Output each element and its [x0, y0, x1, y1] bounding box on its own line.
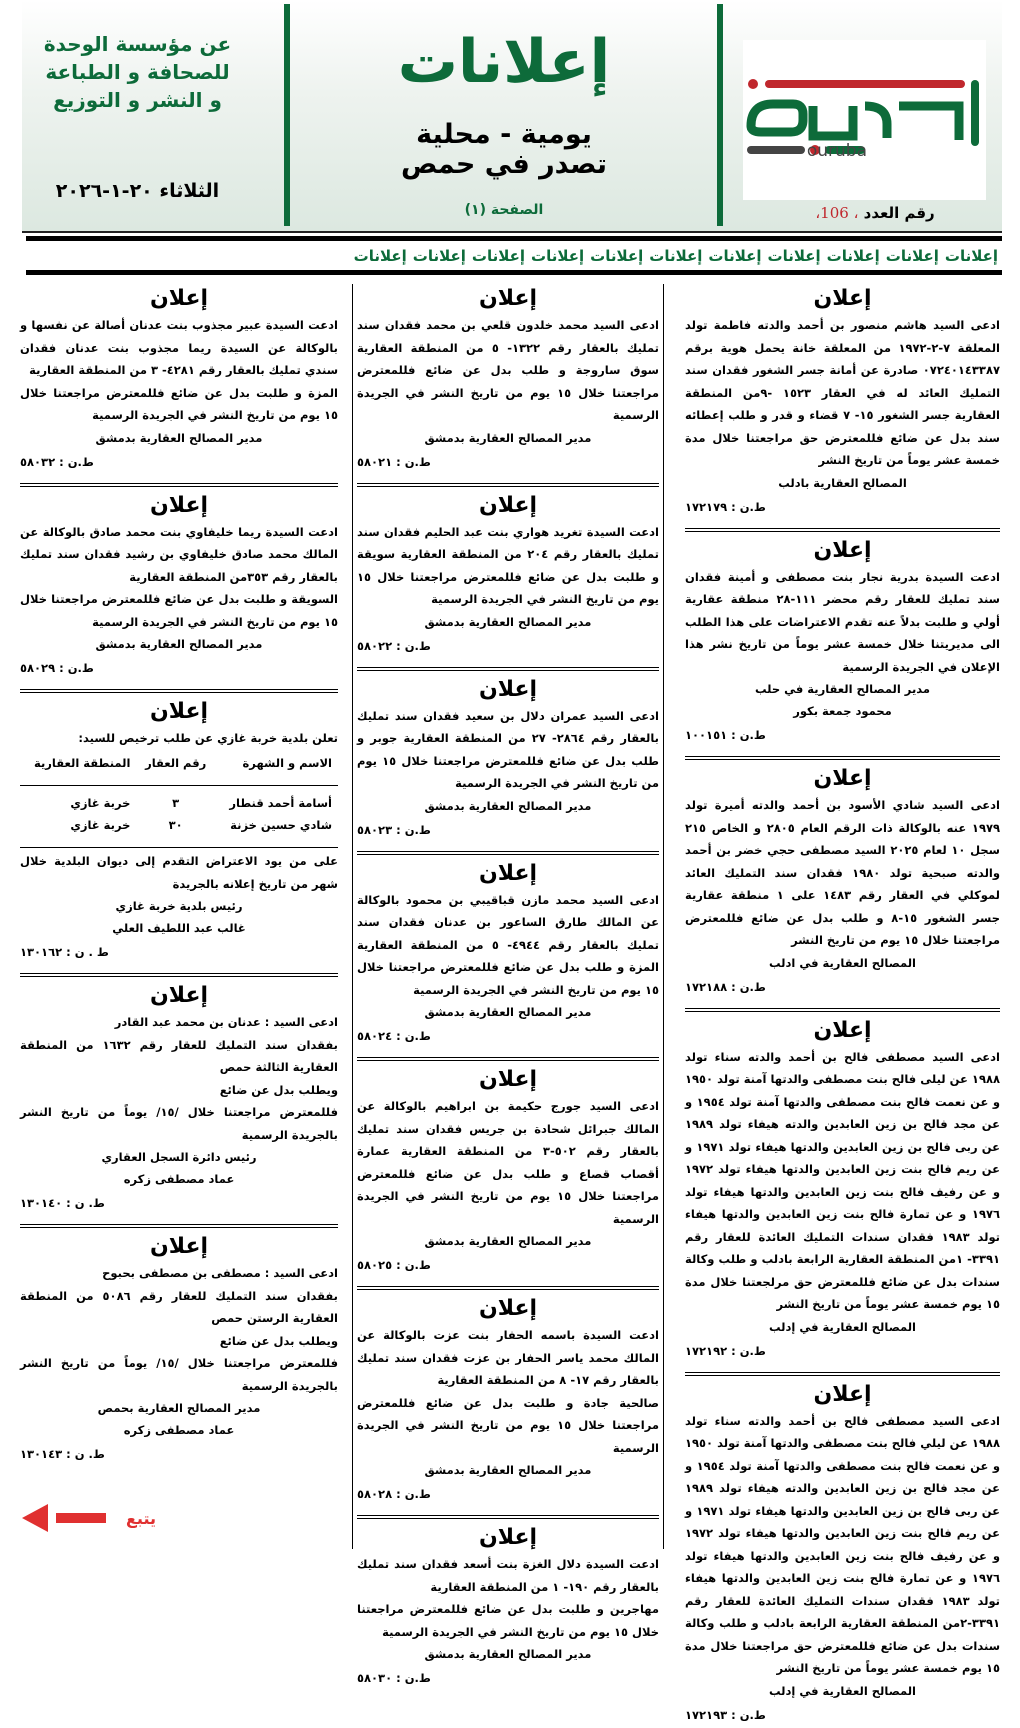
ad-separator: [685, 1008, 1000, 1012]
announcement-body: ادعى السيد هاشم منصور بن أحمد والدته فاطمة تولد المعلقة ٧-٢-١٩٧٢ من المعلقة خانة يحمل هوية برقم ٠٧٢٤٠١٤٣٣٨٧ صادرة عن أمانة جسر الشغور فقدان سند التمليك العائد له في العقار ١٥٢٣ -٩من المنطقة العقارية جسر الشغور ١٥- ٧ قضاء و قدر و طلب إعطائه سند بدل عن ضائع فللمعترض حق مراجعتنا خلال مدة خمسة عشر يوماً من تاريخ النشر: [685, 318, 1001, 467]
issue-label: رقم العدد: [863, 204, 935, 222]
ad-separator: [685, 756, 1000, 760]
issue-date: الثلاثاء ٢٠-١-٢٠٢٦: [55, 180, 220, 202]
announcement-signature: المصالح العقارية في ادلب: [769, 955, 916, 970]
publisher-line: للصحافة و الطباعة: [45, 60, 230, 84]
table-header-row: [20, 752, 338, 774]
announcement-body: ادعت السيدة تغريد هواري بنت عبد الحليم فقدان سند تمليك بالعقار رقم ٢٠٤ من المنطقة العقارية سويقة و طلبت بدل عن ضائع فللمعترض مراجعتنا خلال ١٥ يوم من تاريخ النشر في الجريدة الرسمية: [357, 524, 659, 606]
header-divider: [717, 4, 723, 226]
ads-banner: [26, 241, 1002, 270]
announcement: [20, 697, 338, 965]
column-left: [20, 284, 338, 1549]
banner-word: إعلانات: [708, 246, 762, 265]
table-cell: شادي حسين خزنة: [230, 817, 332, 832]
announcement-intro: تعلن بلدية خربة غازي عن طلب ترخيص للسيد:: [78, 731, 338, 745]
announcement-body: ادعى السيد شادي الأسود بن أحمد والدته أميرة تولد ١٩٧٩ عنه بالوكالة ذات الرقم العام ٢٨٠٥ و الخاص ٢١٥ سجل ١٠ لعام ٢٠٢٥ السيد مصطفى حجي خضر بن أحمد والدته صبحية تولد ١٩٨٠ فقدان سند التمليك العائد لموكلي في العقار رقم ١٤٨٣ على ١ منطقة عقارية جسر الشغور ١٥-٨ و طلب بدل عن ضائع فللمعترض مراجعتنا خلال ١٥ يوم من تاريخ النشر: [685, 798, 1001, 947]
table-rule: [20, 774, 338, 786]
ad-separator: [20, 483, 338, 487]
banner-word: إعلانات: [590, 246, 644, 265]
announcement: [357, 1294, 659, 1507]
announcement-ref-number: ط.ن : ١٠٠١٥١: [685, 728, 766, 742]
announcement-body: المزة و طلبت بدل عن ضائع فللمعترض مراجعتنا خلال ١٥ يوم من تاريخ النشر في الجريدة الرسمية: [20, 385, 338, 422]
announcement: [20, 981, 338, 1216]
table-cell: ٣٠: [168, 817, 183, 832]
newspaper-logo: [743, 40, 986, 200]
announcement: [685, 284, 1000, 520]
announcement-title: إعلان: [149, 699, 209, 724]
announcement-title: إعلان: [149, 983, 209, 1008]
announcement-title: إعلان: [149, 492, 209, 518]
announcement-body: بفقدان سند التمليك للعقار رقم ٥٠٨٦ من المنطقة العقارية الرستن حمص: [20, 1288, 339, 1325]
left-arrow-icon: [22, 1504, 48, 1532]
ad-separator: [357, 483, 659, 487]
announcement-ref-number: ط.ن : ٥٨٠٢٥: [357, 1258, 431, 1272]
announcement-body: ادعت السيدة بدرية نجار بنت مصطفى و أمينة فقدان سند تمليك للعقار رقم محضر ١١١-٢٨ منطقة عقارية أولي و طلبت بدلاً عنه تقدم الاعتراضات على هذا الطلب الى مديريتنا خلال خمسة عشر يوماً من تاريخ نشر هذا الإعلان في الجريدة الرسمية: [685, 569, 1000, 674]
table-cell: ٣: [172, 795, 180, 810]
arrow-shaft: [56, 1513, 106, 1523]
banner-word: إعلانات: [885, 246, 939, 265]
announcement-ref-number: ط. ن : ١٣٠١٤٣: [20, 1447, 105, 1461]
announcement-ref-number: ط.ن : ٥٨٠٢١: [357, 454, 431, 469]
announcement-ref-number: ط.ن : ١٧٢١٨٨: [685, 979, 766, 994]
announcement-signature: رئيس دائرة السجل العقاري: [101, 1150, 257, 1164]
table-header-cell: الاسم و الشهرة: [242, 755, 332, 770]
announcement-body: ويطلب بدل عن ضائع: [219, 1333, 338, 1348]
announcement: [357, 1065, 659, 1278]
continued-label: يتبع: [126, 1508, 156, 1528]
announcement-signature: مدير المصالح العقارية بدمشق: [424, 798, 592, 813]
announcement-title: إعلان: [478, 1525, 538, 1550]
announcement-title: إعلان: [478, 286, 538, 311]
announcement-title: إعلان: [478, 860, 538, 886]
announcement-title: إعلان: [813, 1017, 872, 1043]
publisher-line: عن مؤسسة الوحدة: [43, 32, 232, 56]
announcement-ref-number: ط.ن : ١٧٢١٧٩: [685, 499, 766, 514]
table-row: [20, 792, 338, 814]
announcement-title: إعلان: [478, 676, 538, 702]
announcement-signature: مدير المصالح العقارية بدمشق: [95, 430, 263, 445]
table-row: [20, 814, 338, 836]
announcement-body: مهاجرين و طلبت بدل عن ضائع فللمعترض مراجعتنا خلال ١٥ يوم من تاريخ النشر في الجريدة الرسمية: [357, 1602, 659, 1639]
publisher-info: [30, 30, 245, 114]
announcement-body: السويقة و طلبت بدل عن ضائع فللمعترض مراجعتنا خلال ١٥ يوم من تاريخ النشر في الجريدة الرسمية: [20, 592, 338, 629]
banner-word: إعلانات: [353, 246, 407, 265]
announcement-body: ادعى السيد مصطفى فالح بن أحمد والدته سناء تولد ١٩٨٨ عن ليلى فالح بنت مصطفى والدتها آمنة تولد ١٩٥٠ و عن نعمت فالح بنت مصطفى والدتها آمنة تولد ١٩٥٤ و عن مجد فالح بن زين العابدين والدته هيفاء تولد ١٩٨٩ عن ربى فالح بن زين العابدين والدتها هيفاء تولد ١٩٧١ و عن ريم فالح بنت زين العابدين والدتها هيفاء تولد ١٩٧٢ و عن رفيف فالح بنت زين العابدين والدتها هيفاء تولد ١٩٧٦ و عن تمارة فالح بنت زين العابدين والدتها هيفاء تولد ١٩٨٣ فقدان سندات التمليك العائدة للعقار رقم ٣٣٩١- ١من المنطقة العقارية الرابعة بادلب و طلب وكالة سندات بدل عن ضائع فللمعترض حق مرلجعتنا خلال مدة ١٥ يوم خمسة عشر يوماً من تاريخ النشر: [685, 1049, 1001, 1311]
banner-word: إعلانات: [531, 246, 585, 265]
logo-latin-text: ouruba: [806, 141, 867, 161]
announcement: [685, 1016, 1000, 1364]
page-title: إعلانات: [397, 27, 611, 97]
announcement-signature: عماد مصطفى زكره: [123, 1172, 235, 1186]
continued-indicator[interactable]: [22, 1504, 156, 1532]
announcement: [357, 859, 659, 1050]
page-number: الصفحة (١): [464, 202, 544, 218]
announcement-signature: المصالح العقارية في إدلب: [769, 1683, 916, 1698]
announcement-body: صالحية جادة و طلبت بدل عن ضائع فللمعترض مراجعتنا خلال ١٥ يوم من تاريخ النشر في الجريدة الرسمية: [357, 1395, 659, 1455]
announcement-body: ادعت السيدة عبير مجذوب بنت عدنان أصالة عن نفسها و بالوكالة عن السيدة ريما مجذوب بنت عدنان فقدان سندي تمليك بالعقار رقم ٤٢٨١- ٣ من المنطقة العقارية: [20, 318, 338, 377]
announcement-signature: غالب عبد اللطيف العلي: [112, 921, 246, 935]
announcement-title: إعلان: [149, 286, 209, 311]
banner-word: إعلانات: [412, 246, 466, 265]
banner-bottom-rule: [26, 270, 1002, 275]
ad-separator: [357, 851, 659, 855]
announcement-signature: محمود جمعة بكور: [793, 704, 892, 718]
banner-word: إعلانات: [649, 246, 703, 265]
announcement-ref-number: ط.ن : ٥٨٠٢٣: [357, 822, 431, 837]
ad-separator: [357, 1286, 659, 1290]
announcement-ref-number: ط.ن : ٥٨٠٢٤: [357, 1029, 431, 1043]
table-cell: خربة غازي: [70, 817, 131, 832]
announcement-body: على من يود الاعتراض التقدم إلى ديوان البلدية خلال شهر من تاريخ إعلانه بالجريدة: [20, 854, 338, 891]
announcement-body: ويطلب بدل عن ضائع: [219, 1082, 338, 1097]
masthead-rule: [22, 231, 1002, 233]
announcement-signature: مدير المصالح العقارية بدمشق: [424, 1463, 592, 1477]
ad-separator: [685, 1372, 1000, 1376]
announcement-signature: عماد مصطفى زكره: [123, 1423, 235, 1437]
banner-word: إعلانات: [826, 246, 880, 265]
announcement-body: ادعت السيدة ريما خليفاوي بنت محمد صادق بالوكالة عن المالك محمد صادق خليفاوي بن رشيد فقدان سند تمليك بالعقار رقم ٣٥٣من المنطقة العقارية: [20, 524, 338, 584]
announcement-signature: رئيس بلدية خربة غازي: [115, 899, 243, 913]
announcement-signature: مدير المصالح العقارية في حلب: [754, 682, 931, 696]
issue-number: [760, 204, 990, 222]
banner-word: إعلانات: [767, 246, 821, 265]
table-rule: [20, 836, 338, 848]
announcement-title: إعلان: [478, 492, 538, 518]
ad-separator: [357, 1515, 659, 1519]
announcement-ref-number: ط.ن : ٥٨٠٣٢: [20, 454, 94, 469]
announcement-title: إعلان: [478, 1067, 538, 1092]
subtitle-location: تصدر في حمص: [400, 149, 608, 180]
announcement-body: فللمعترض مراجعتنا خلال /١٥/ يوماً من تاريخ النشر بالجريدة الرسمية: [20, 1105, 338, 1142]
announcement-ref-number: ط. ن : ١٣٠١٤٠: [20, 1196, 105, 1210]
announcement-body: ادعى السيد مصطفى فالح بن أحمد والدته سناء تولد ١٩٨٨ عن ليلي فالح بنت مصطفى والدتها آمنة تولد ١٩٥٠ و عن نعمت فالح بنت مصطفى والدتها آمنة تولد ١٩٥٤ و عن مجد فالح بن زين العابدين والدته هيفاء تولد ١٩٨٩ عن ربى فالح بن زين العابدين والدتها هيفاء تولد ١٩٧١ و عن ريم فالح بنت زين العابدين والدتها هيفاء تولد ١٩٧٢ و عن رفيف فالح بنت زين العابدين والدتها هيفاء تولد ١٩٧٦ و عن تمارة فالح بنت زين العابدين والدتها هيفاء تولد ١٩٨٣ فقدان سندات التمليك العائدة للعقار رقم ٣٣٩١-٢من المنطقة العقارية الرابعة بادلب و طلب وكالة سندات بدل عن ضائع فللمعترض حق مراجعتنا خلال مدة ١٥ يوم خمسة عشر يوماً من تاريخ النشر: [685, 1413, 1001, 1675]
announcement: [357, 1523, 659, 1691]
announcement-signature: مدير المصالح العقارية بدمشق: [424, 1234, 592, 1248]
ad-separator: [20, 1224, 338, 1228]
logo-icon: [743, 40, 986, 200]
announcement-ref-number: ط.ن : ١٧٢١٩٢: [685, 1343, 766, 1358]
ad-separator: [685, 528, 1000, 532]
ad-separator: [357, 1057, 659, 1061]
announcement-title: إعلان: [478, 1296, 538, 1321]
announcement-signature: مدير المصالح العقارية بدمشق: [424, 614, 592, 629]
ad-separator: [20, 973, 338, 977]
subtitle-frequency: يومية - محلية: [416, 119, 592, 150]
banner-word: إعلانات: [471, 246, 525, 265]
announcement-body: بفقدان سند التمليك للعقار رقم ١٦٣٢ من المنطقة العقارية الثالثة حمص: [20, 1037, 339, 1074]
announcement-signature: المصالح العقارية بادلب: [778, 475, 907, 490]
column-right: [685, 284, 1001, 1722]
announcement-title: إعلان: [813, 537, 872, 563]
license-table: [20, 752, 338, 849]
announcement-title: إعلان: [813, 286, 872, 311]
announcement-body: فللمعترض مراجعتنا خلال /١٥/ يوماً من تاريخ النشر بالجريدة الرسمية: [20, 1356, 338, 1393]
column-middle: [352, 284, 664, 1685]
announcement-body: ادعى السيد عمران دلال بن سعيد فقدان سند تمليك بالعقار رقم ٢٨٦٤- ٢٧ من المنطقة العقارية جوبر و طلب بدل عن ضائع فللمعترض مراجعتنا خلال ١٥ يوم من تاريخ النشر في الجريدة الرسمية: [357, 708, 659, 790]
announcement-title: إعلان: [813, 766, 872, 791]
announcement-signature: مدير المصالح العقارية بدمشق: [424, 1005, 592, 1019]
announcement-body: ادعى السيد محمد مازن قباقيبي بن محمود بالوكالة عن المالك طارق الساعور بن عدنان فقدان سند تمليك بالعقار رقم ٤٩٤٤- ٥ من المنطقة العقارية المزة و طلب بدل عن ضائع فللمعترض مراجعتنا خلال ١٥ يوم من تاريخ النشر في الجريدة الرسمية: [357, 892, 660, 997]
announcement-title: إعلان: [149, 1234, 209, 1259]
announcement: [357, 284, 659, 475]
announcement-ref-number: ط.ن : ٥٨٠٢٨: [357, 1487, 431, 1501]
announcement-body: ادعى السيد محمد خلدون قلعي بن محمد فقدان سند تمليك بالعقار رقم ١٣٢٢- ٥ من المنطقة العقارية سوق ساروجة و طلب بدل عن ضائع فللمعترض مراجعتنا خلال ١٥ يوم من تاريخ النشر في الجريدة الرسمية: [357, 318, 660, 422]
announcement-ref-number: ط.ن : ٥٨٠٢٩: [20, 661, 94, 675]
announcement-body: ادعى السيد : عدنان بن محمد عبد القادر: [114, 1015, 338, 1029]
table-header-cell: رقم العقار: [145, 755, 207, 770]
announcement: [357, 491, 659, 659]
issue-value: ، 106،: [815, 204, 859, 222]
announcement-signature: مدير المصالح العقارية بدمشق: [424, 1647, 592, 1661]
table-cell: خربة غازي: [70, 795, 131, 810]
banner-word: إعلانات: [944, 246, 998, 265]
announcement-ref-number: ط.ن : ٥٨٠٢٢: [357, 638, 431, 653]
announcement-signature: مدير المصالح العقارية بدمشق: [95, 637, 263, 651]
table-cell: أسامة أحمد قنطار: [229, 795, 332, 810]
announcement: [685, 536, 1000, 749]
table-header-cell: المنطقة العقارية: [34, 755, 131, 770]
publisher-line: و النشر و التوزيع: [53, 88, 222, 112]
announcement: [20, 1232, 338, 1467]
announcement-body: ادعت السيدة دلال الغزة بنت أسعد فقدان سند تمليك بالعقار رقم ١٩٠- ١ من المنطقة العقارية: [357, 1557, 659, 1594]
announcement-body: ادعى السيد : مصطفى بن مصطفى بحبوح: [102, 1266, 338, 1280]
announcement: [20, 491, 338, 682]
announcement-signature: المصالح العقارية في إدلب: [769, 1319, 916, 1334]
header-divider: [284, 4, 290, 226]
announcement-title: إعلان: [813, 1381, 872, 1407]
announcement-ref-number: ط.ن : ١٧٢١٩٣: [685, 1707, 766, 1722]
announcement-body: ادعت السيدة باسمه الحفار بنت عزت بالوكالة عن المالك محمد ياسر الحفار بن عزت فقدان سند تمليك بالعقار رقم ١٧- ٨ من المنطقة العقارية: [357, 1328, 659, 1387]
announcement: [20, 284, 338, 475]
announcement-signature: مدير المصالح العقارية بحمص: [97, 1401, 261, 1415]
announcement-ref-number: ط . ن : ١٣٠١٦٢: [20, 945, 109, 959]
announcement-signature: مدير المصالح العقارية بدمشق: [424, 430, 592, 445]
ad-separator: [357, 667, 659, 671]
announcement: [685, 764, 1000, 1000]
announcement: [685, 1380, 1000, 1728]
announcement-ref-number: ط.ن : ٥٨٠٣٠: [357, 1671, 431, 1685]
ad-separator: [20, 689, 338, 693]
announcement: [357, 675, 659, 843]
announcement-body: ادعى السيد جورج حكيمة بن ابراهيم بالوكالة عن المالك جبرائل شحادة بن جريس فقدان سند تمليك بالعقار رقم ٥٠٢-٣ من المنطقة العقارية عمارة أقصاب قصاع و طلب بدل عن ضائع فللمعترض مراجعتنا خلال ١٥ يوم من تاريخ النشر في الجريدة الرسمية: [357, 1099, 659, 1226]
